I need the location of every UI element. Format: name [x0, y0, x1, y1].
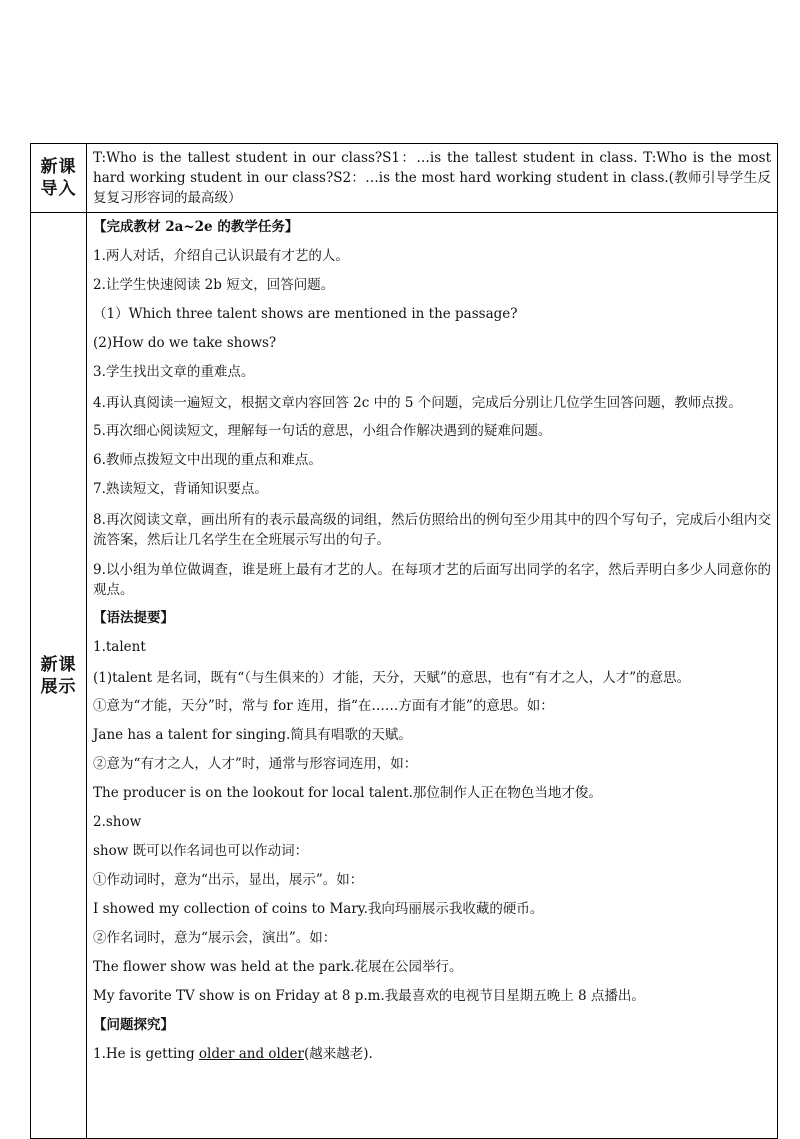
inquiry-line-1: [87, 1040, 777, 1069]
task-line-5: 5.再次细心阅读短文，理解每一句话的意思，小组合作解决遇到的疑难问题。: [93, 423, 552, 439]
grammar-talent-example-1: Jane has a talent for singing.简具有唱歌的天赋。: [93, 727, 412, 743]
task-line-8: 8.再次阅读文章，画出所有的表示最高级的词组，然后仿照给出的例句至少用其中的四个写句子，完成后小组内交流答案，然后让几名学生在全班展示写出的句子。: [93, 512, 771, 548]
grammar-talent-title: 1.talent: [93, 639, 146, 655]
section-heading-inquiry: 【问题探究】: [93, 1017, 174, 1033]
presentation-content-cell: [87, 213, 778, 1139]
grammar-show-definition: show 既可以作名词也可以作动词：: [93, 843, 309, 859]
grammar-show-example-2: The flower show was held at the park.花展在公园举行。: [93, 959, 463, 975]
presentation-label: 新课展示: [40, 654, 77, 697]
task-line-6: 6.教师点拨短文中出现的重点和难点。: [93, 452, 322, 468]
inquiry-line-1-suffix: (越来越老).: [303, 1046, 373, 1062]
intro-row: [31, 144, 778, 213]
grammar-talent-meaning-1: ①意为“才能，天分”时，常与 for 连用，指“在……方面有才能”的意思。如：: [93, 698, 554, 714]
task-line-4: 4.再认真阅读一遍短文，根据文章内容回答 2c 中的 5 个问题，完成后分别让几位学生回答问题，教师点拨。: [93, 395, 742, 411]
task-line-3: 3.学生找出文章的重难点。: [93, 364, 255, 380]
grammar-show-meaning-1: ①作动词时，意为“出示，显出，展示”。如：: [93, 872, 364, 888]
grammar-show-example-1: I showed my collection of coins to Mary.我向玛丽展示我收藏的硬币。: [93, 901, 544, 917]
intro-label: 新课导入: [40, 157, 77, 199]
intro-text: T:Who is the tallest student in our class?S1：…is the tallest student in class. T:Who is the most hard working student in our class?S2：…is the most hard working student in class.(教师引导学生反复复习形容词的最高级）: [93, 150, 771, 206]
question-line-1: （1）Which three talent shows are mentioned in the passage?: [93, 306, 518, 322]
question-line-2: (2)How do we take shows?: [93, 335, 277, 351]
grammar-talent-meaning-2: ②意为“有才之人，人才”时，通常与形容词连用，如：: [93, 756, 418, 772]
presentation-label-cell: [31, 213, 87, 1139]
section-heading-grammar: 【语法提要】: [93, 610, 174, 626]
grammar-show-example-3: My favorite TV show is on Friday at 8 p.m.我最喜欢的电视节目星期五晚上 8 点播出。: [93, 988, 645, 1004]
grammar-talent-definition: (1)talent 是名词，既有“（与生俱来的）才能，天分，天赋”的意思，也有“有才之人，人才”的意思。: [93, 670, 691, 686]
grammar-show-title: 2.show: [93, 814, 142, 830]
intro-label-cell: [31, 144, 87, 213]
section-heading-tasks: 【完成教材 2a~2e 的教学任务】: [93, 219, 299, 235]
presentation-row: [31, 213, 778, 1139]
intro-content-cell: [87, 144, 778, 213]
task-line-1: 1.两人对话，介绍自己认识最有才艺的人。: [93, 248, 349, 264]
task-line-9: 9.以小组为单位做调查，谁是班上最有才艺的人。在每项才艺的后面写出同学的名字，然后弄明白多少人同意你的观点。: [93, 562, 771, 598]
inquiry-line-1-prefix: 1.He is getting: [93, 1046, 199, 1062]
task-line-2: 2.让学生快速阅读 2b 短文，回答问题。: [93, 277, 335, 293]
grammar-show-meaning-2: ②作名词时，意为“展示会，演出”。如：: [93, 930, 337, 946]
grammar-talent-example-2: The producer is on the lookout for local talent.那位制作人正在物色当地才俊。: [93, 785, 602, 801]
task-line-7: 7.熟读短文，背诵知识要点。: [93, 481, 268, 497]
inquiry-line-1-underlined: older and older: [198, 1046, 304, 1062]
lesson-plan-table: [30, 143, 778, 1139]
